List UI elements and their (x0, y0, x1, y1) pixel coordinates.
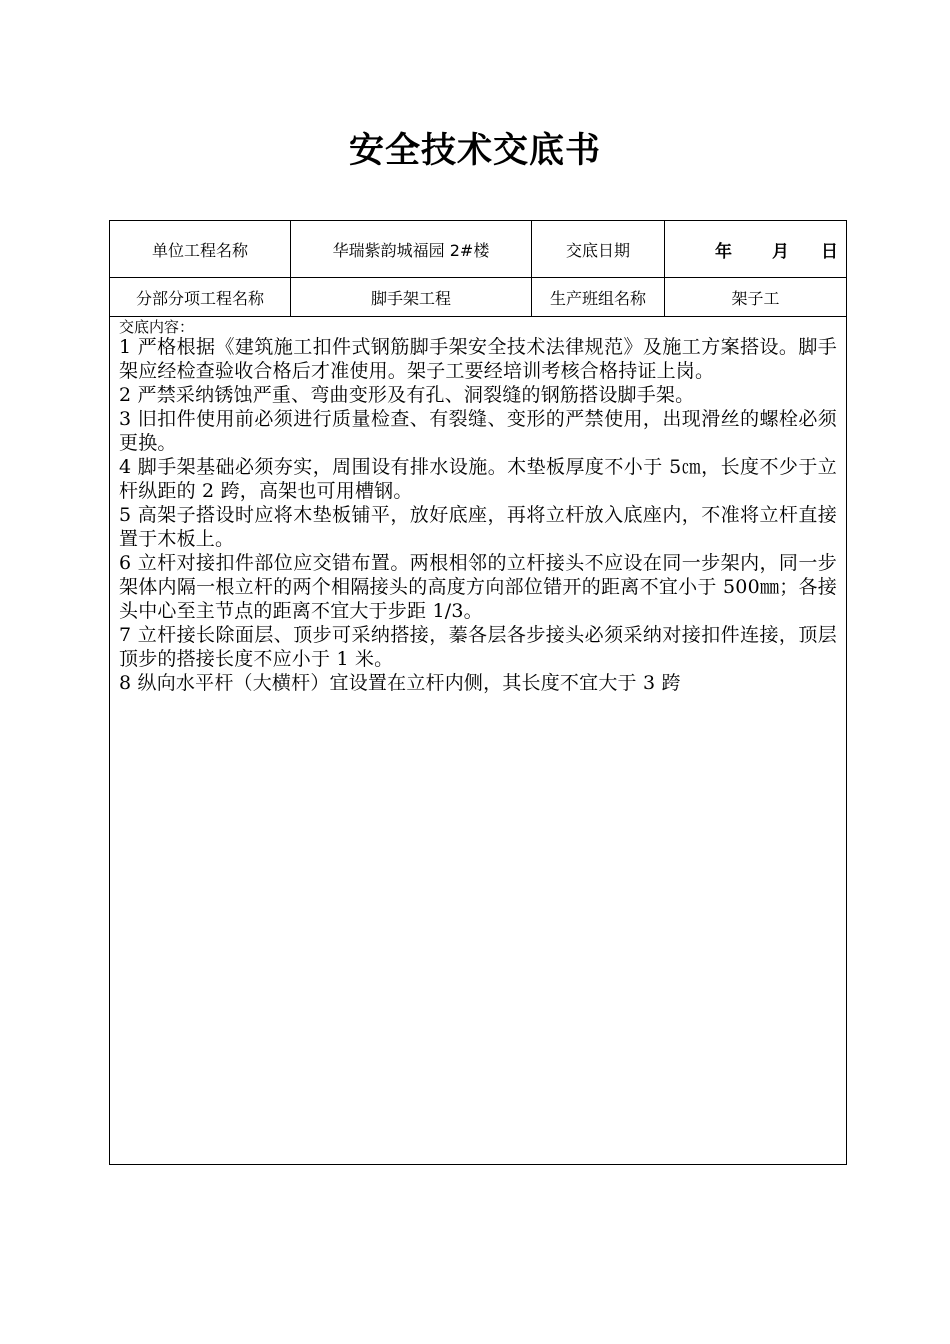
document-title: 安全技术交底书 (348, 131, 601, 171)
date-year: 年 (715, 241, 732, 262)
content-item-5: 5 高架子搭设时应将木垫板铺平，放好底座，再将立杆放入底座内，不准将立杆直接置于木板上。 (119, 504, 837, 550)
sub-project-label: 分部分项工程名称 (110, 278, 291, 317)
form-row-sub-project (110, 278, 847, 317)
unit-project-value: 华瑞紫韵城福园 2#楼 (291, 221, 532, 278)
date-label: 交底日期 (532, 221, 665, 278)
content-item-2: 2 严禁采纳锈蚀严重、弯曲变形及有孔、洞裂缝的钢筋搭设脚手架。 (119, 384, 695, 406)
team-label: 生产班组名称 (532, 278, 665, 317)
content-cell (110, 317, 847, 1165)
content-item-7: 7 立杆接长除面层、顶步可采纳搭接，蓁各层各步接头必须采纳对接扣件连接，顶层顶步的搭接长度不应小于 1 米。 (119, 624, 837, 670)
team-value: 架子工 (665, 278, 847, 317)
form-row-content (110, 317, 847, 1165)
content-item-3: 3 旧扣件使用前必须进行质量检查、有裂缝、变形的严禁使用，出现滑丝的螺栓必须更换。 (119, 408, 837, 454)
form-row-unit-project (110, 221, 847, 278)
date-day: 日 (821, 241, 838, 262)
content-item-1: 1 严格根据《建筑施工扣件式钢筋脚手架安全技术法律规范》及施工方案搭设。脚手架应经检查验收合格后才准使用。架子工要经培训考核合格持证上岗。 (119, 336, 837, 382)
content-item-6: 6 立杆对接扣件部位应交错布置。两根相邻的立杆接头不应设在同一步架内，同一步架体内隔一根立杆的两个相隔接头的高度方向部位错开的距离不宜小于 500㎜；各接头中心至主节点的距离不宜大于步距 1/3。 (119, 552, 837, 622)
date-month: 月 (772, 241, 789, 262)
content-item-4: 4 脚手架基础必须夯实，周围设有排水设施。木垫板厚度不小于 5㎝，长度不少于立杆纵距的 2 跨，高架也可用槽钢。 (119, 456, 837, 502)
disclosure-form-table (109, 220, 847, 1165)
content-item-8: 8 纵向水平杆（大横杆）宜设置在立杆内侧，其长度不宜大于 3 跨 (119, 672, 681, 694)
date-value (665, 221, 847, 278)
unit-project-label: 单位工程名称 (110, 221, 291, 278)
content-label: 交底内容： (119, 318, 195, 336)
sub-project-value: 脚手架工程 (291, 278, 532, 317)
